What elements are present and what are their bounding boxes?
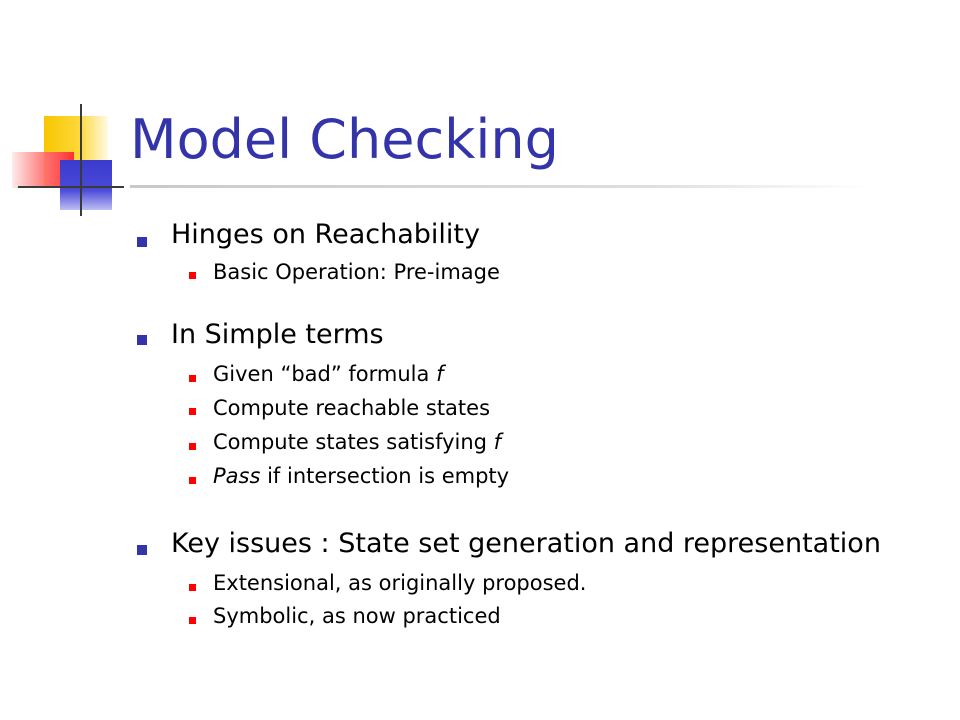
list-item-text: Given “bad” formula [213,362,437,386]
bullet-level2-icon [189,443,196,450]
bullet-level2-icon [189,584,196,591]
list-item: Extensional, as originally proposed. [213,571,587,595]
horizontal-line-shape [18,186,124,188]
bullet-level2-icon [189,272,196,279]
list-item [213,432,501,453]
list-item-text: if intersection is empty [260,464,510,488]
overlapping-squares-logo-icon [0,0,140,230]
list-item-italic-text: f [436,362,444,386]
section-heading-simple-terms: In Simple terms [171,319,384,350]
bullet-level1-icon [137,237,147,247]
bullet-level2-icon [189,617,196,624]
section-heading-key-issues: Key issues : State set generation and representation [171,528,881,559]
bullet-level1-icon [137,545,147,555]
list-item [213,466,509,487]
list-item: Compute reachable states [213,396,491,420]
list-item-italic-text: Pass [213,464,261,488]
list-item [213,364,443,385]
slide-title: Model Checking [130,108,559,171]
list-item: Symbolic, as now practiced [213,604,501,628]
list-item: Basic Operation: Pre-image [213,260,500,284]
bullet-level2-icon [189,477,196,484]
title-divider [130,185,870,188]
bullet-level2-icon [189,375,196,382]
bullet-level1-icon [137,335,147,345]
list-item-italic-text: f [493,430,502,454]
blue-square-shape [60,160,112,210]
list-item-text: Compute states satisfying [213,430,494,454]
vertical-line-shape [80,104,82,216]
bullet-level2-icon [189,408,196,415]
section-heading-reachability: Hinges on Reachability [171,219,480,250]
